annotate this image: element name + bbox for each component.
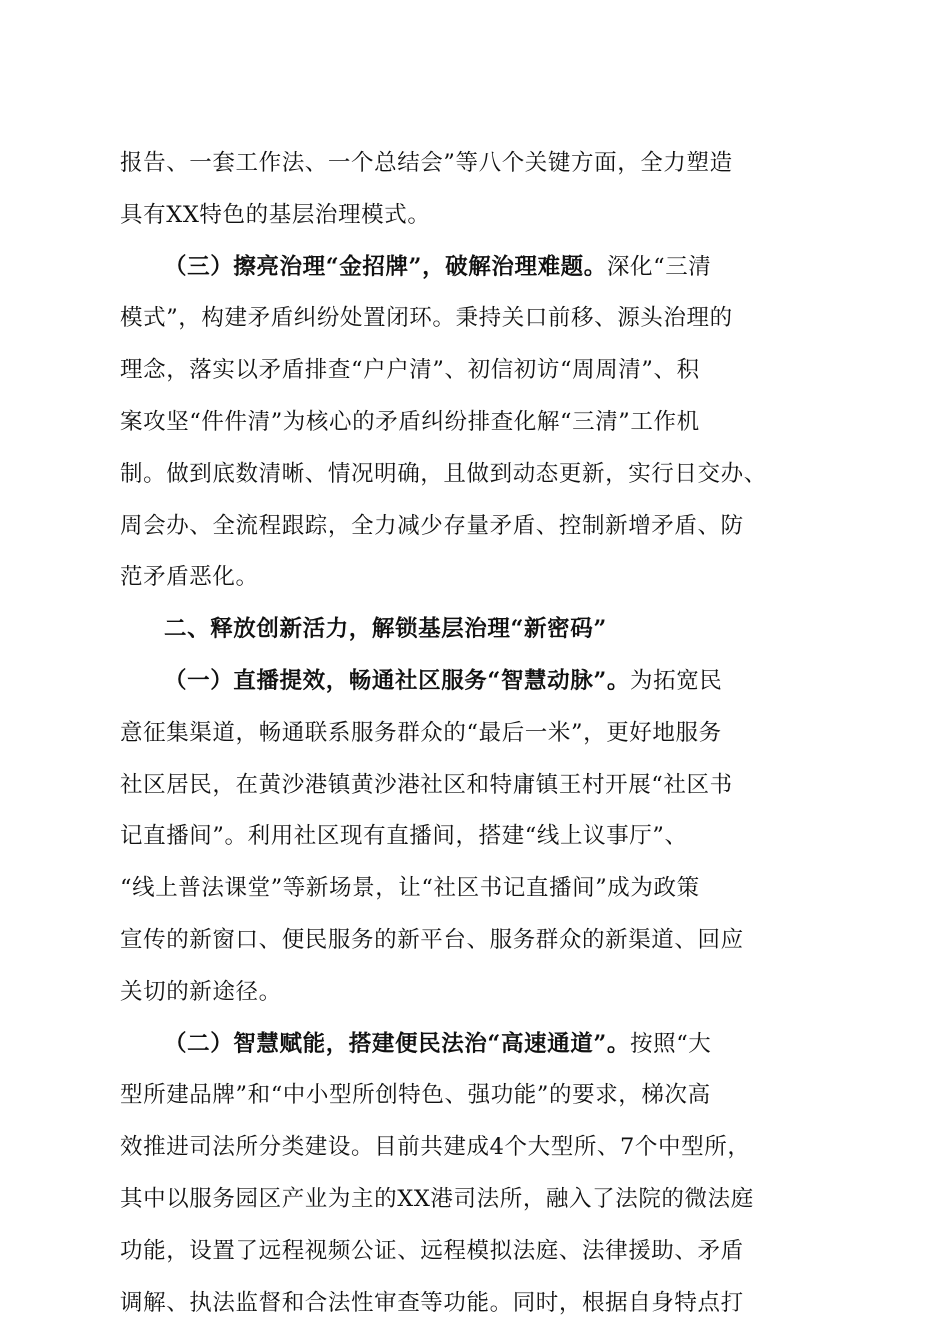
paragraph-line: 关切的新途径。 <box>120 978 282 1005</box>
paragraph-line: 报告、一套工作法、一个总结会”等八个关键方面，全力塑造 <box>120 150 733 176</box>
paragraph-line: 范矛盾恶化。 <box>120 564 259 591</box>
paragraph-line: 制。做到底数清晰、情况明确，且做到动态更新，实行日交办、 <box>120 460 767 487</box>
paragraph-line: 宣传的新窗口、便民服务的新平台、服务群众的新渠道、回应 <box>120 926 744 953</box>
paragraph-line: 其中以服务园区产业为主的XX港司法所，融入了法院的微法庭 <box>120 1185 754 1212</box>
paragraph-line: 功能，设置了远程视频公证、远程模拟法庭、法律援助、矛盾 <box>120 1237 744 1264</box>
document-body <box>120 144 832 1335</box>
paragraph-line: 社区居民，在黄沙港镇黄沙港社区和特庸镇王村开展“社区书 <box>120 771 733 798</box>
paragraph-line: 理念，落实以矛盾排查“户户清”、初信初访“周周清”、积 <box>120 357 700 384</box>
paragraph-line: 具有XX特色的基层治理模式。 <box>120 201 431 228</box>
paragraph-line: 周会办、全流程跟踪，全力减少存量矛盾、控制新增矛盾、防 <box>120 512 744 539</box>
section-heading: 二、释放创新活力，解锁基层治理“新密码” <box>164 616 607 643</box>
paragraph-line: 记直播间”。利用社区现有直播间，搭建“线上议事厅”、 <box>120 823 688 850</box>
paragraph-line: 模式”，构建矛盾纠纷处置闭环。秉持关口前移、源头治理的 <box>120 305 733 332</box>
subsection-heading: （一）直播提效，畅通社区服务“智慧动脉”。 <box>164 667 630 694</box>
paragraph-line: 意征集渠道，畅通联系服务群众的“最后一米”，更好地服务 <box>120 719 722 746</box>
paragraph-line: 案攻坚“件件清”为核心的矛盾纠纷排查化解“三清”工作机 <box>120 408 700 435</box>
paragraph-line <box>120 1025 832 1077</box>
paragraph-line: 调解、执法监督和合法性审查等功能。同时，根据自身特点打 <box>120 1289 744 1316</box>
paragraph-text: 深化“三清 <box>606 253 712 280</box>
paragraph-line <box>120 662 832 714</box>
paragraph-line: 效推进司法所分类建设。目前共建成4个大型所、7个中型所， <box>120 1134 751 1161</box>
paragraph-text: 为拓宽民 <box>630 667 723 694</box>
paragraph-text: 按照“大 <box>630 1030 712 1057</box>
paragraph-line: “线上普法课堂”等新场景，让“社区书记直播间”成为政策 <box>120 875 700 902</box>
subsection-heading: （二）智慧赋能，搭建便民法治“高速通道”。 <box>164 1030 630 1057</box>
subsection-heading: （三）擦亮治理“金招牌”，破解治理难题。 <box>164 253 607 280</box>
paragraph-line: 型所建品牌”和“中小型所创特色、强功能”的要求，梯次高 <box>120 1082 711 1109</box>
paragraph-line <box>120 248 832 300</box>
